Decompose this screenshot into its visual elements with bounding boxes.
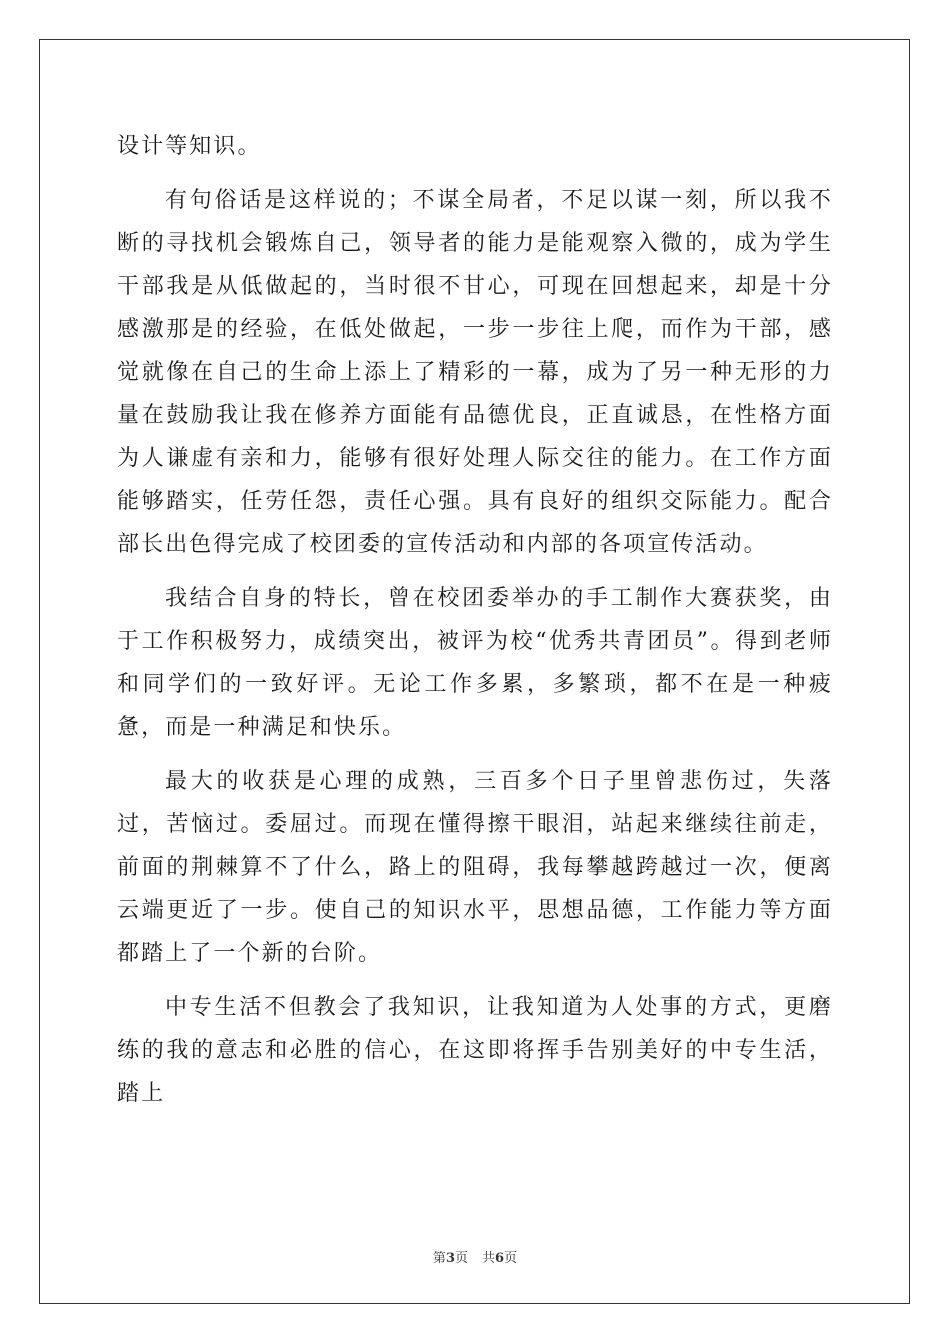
page-suffix: 页 xyxy=(454,1251,468,1266)
document-body xyxy=(117,125,833,1115)
total-pages: 6 xyxy=(495,1251,505,1266)
paragraph: 最大的收获是心理的成熟，三百多个日子里曾悲伤过，失落过，苦恼过。委屈过。而现在懂得擦干眼泪，站起来继续往前走，前面的荆棘算不了什么，路上的阻碍，我每攀越跨越过一次，便离云端更近了一步。使自己的知识水平，思想品德，工作能力等方面都踏上了一个新的台阶。 xyxy=(117,769,833,966)
total-suffix: 页 xyxy=(504,1251,518,1266)
total-prefix: 共 xyxy=(482,1251,496,1266)
paragraph: 中专生活不但教会了我知识，让我知道为人处事的方式，更磨练的我的意志和必胜的信心，在这即将挥手告别美好的中专生活，踏上 xyxy=(117,995,833,1106)
paragraph: 设计等知识。 xyxy=(117,134,262,159)
page-number: 3 xyxy=(445,1251,455,1266)
page-prefix: 第 xyxy=(432,1251,446,1266)
page-footer xyxy=(0,1247,950,1266)
paragraph: 我结合自身的特长，曾在校团委举办的手工制作大赛获奖，由于工作积极努力，成绩突出，被评为校“优秀共青团员”。得到老师和同学们的一致好评。无论工作多累，多繁琐，都不在是一种疲惫，而是一种满足和快乐。 xyxy=(117,586,833,740)
paragraph: 有句俗话是这样说的；不谋全局者，不足以谋一刻，所以我不断的寻找机会锻炼自己，领导者的能力是能观察入微的，成为学生干部我是从低做起的，当时很不甘心，可现在回想起来，却是十分感激那是的经验，在低处做起，一步一步往上爬，而作为干部，感觉就像在自己的生命上添上了精彩的一幕，成为了另一种无形的力量在鼓励我让我在修养方面能有品德优良，正直诚恳，在性格方面为人谦虚有亲和力，能够有很好处理人际交往的能力。在工作方面能够踏实，任劳任怨，责任心强。具有良好的组织交际能力。配合部长出色得完成了校团委的宣传活动和内部的各项宣传活动。 xyxy=(117,188,833,557)
